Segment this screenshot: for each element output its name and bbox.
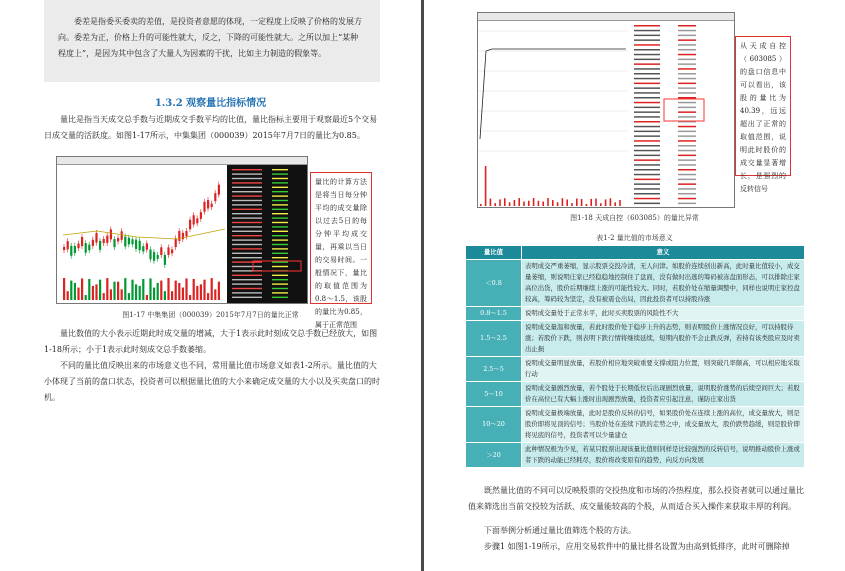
quote-row-mark [272,213,288,214]
volume-bar [566,199,568,206]
volume-bar [117,282,119,300]
quote-row-mark [232,231,262,232]
order-row-mark [634,97,660,99]
quote-row-mark [232,261,262,262]
volume-bar [131,280,133,300]
quote-row-mark [272,283,288,284]
candle-body [157,255,159,259]
quote-row-mark [272,257,288,258]
volume-bar [552,200,554,206]
candle-body [203,202,205,212]
volume-bar [600,203,602,206]
quote-row-mark [272,275,288,276]
table-header-row [466,246,805,260]
volume-bar [504,198,506,206]
candle-body [178,231,180,241]
order-row-mark [678,111,696,113]
quote-row-mark [272,178,288,179]
quote-panel [227,165,308,304]
candle-body [63,247,65,250]
candle-body [149,250,151,260]
quote-row-mark [232,248,262,249]
volume-bar [518,198,520,206]
volume-bar [211,278,213,300]
candle-body [128,238,130,245]
order-row-mark [634,140,660,142]
quote-row-mark [272,204,288,205]
candlestick-chart [57,165,308,304]
order-row-mark [678,198,696,200]
candle-body [207,200,209,208]
order-row-mark [678,145,696,147]
table-row [466,321,805,357]
order-row-mark [634,73,660,75]
volume-bar [480,204,482,206]
table-cell-range: 5～10 [466,382,522,407]
order-row-mark [634,131,660,133]
candle-body [74,246,76,253]
candle-body [88,245,90,251]
candlestick-chart-screenshot [56,156,308,304]
order-row-mark [678,87,696,89]
volume-bar [67,291,69,300]
paragraph-2: 量比数值的大小表示近期此时成交量的增减，大于1表示此时刻成交总手数已经放大，如图1-18所示；小于1表示此时刻成交总手数萎缩。 [44,329,378,354]
paragraph-3: 不同的量比值反映出来的市场意义也不同，常用量比值市场意义如表1-2所示。量比值的大小体现了当前的盘口状态，投资者可以根据量比值的大小来确定成交量的大小以及买卖盘口的时机。 [44,361,380,402]
candle-body [103,239,105,243]
volume-bar [533,198,535,206]
table-cell-range: 2.5～5 [466,357,522,382]
order-row-mark [634,44,660,46]
volume-bar [164,291,166,300]
table-header-range: 量比值 [466,246,522,260]
quote-row-mark [232,178,262,179]
order-row-mark [678,193,696,195]
candle-body [146,243,148,249]
table-cell-range: ＞20 [466,443,522,468]
volume-bar [490,199,492,206]
quote-row-mark [232,275,262,276]
order-row-mark [678,150,696,152]
volume-bar [99,280,101,300]
quote-row-mark [232,257,262,258]
quote-row-mark [232,235,262,236]
volume-bar [207,293,209,300]
table-header-meaning: 意义 [522,246,805,260]
volume-bar [218,282,220,300]
quote-row-mark [232,204,262,205]
volume-bar [74,283,76,300]
candle-body [185,231,187,236]
order-row-mark [678,188,696,190]
candle-body [218,185,220,195]
order-row-mark [634,198,660,200]
candle-body [139,241,141,250]
quote-row-mark [272,244,288,245]
table-row [466,382,805,407]
candle-body [99,241,101,250]
candle-body [81,237,83,246]
quote-row-mark [272,297,288,298]
volume-bar [189,295,191,300]
quote-row-mark [232,169,262,170]
quote-row-mark [232,297,262,298]
table-row [466,357,805,382]
volume-bar [595,199,597,206]
volume-bar [499,199,501,206]
volume-bar [95,284,97,300]
intraday-chart-screenshot [477,12,735,208]
volume-bar [139,286,141,300]
table-row [466,307,805,321]
candle-body [171,249,173,253]
volume-ratio-table [465,245,805,468]
order-row-mark [678,155,696,157]
quote-row-mark [232,191,262,192]
order-row-mark [678,183,696,185]
right-page [424,0,845,571]
quote-row-mark [232,292,262,293]
figure-caption-1-18: 图1-18 天成自控（603085）的量比异常 [570,214,699,222]
candle-body [196,218,198,223]
order-row-mark [634,174,660,176]
order-row-mark [678,25,696,27]
candle-body [214,193,216,201]
volume-bar [110,289,112,300]
table-cell-range: ＜0.8 [466,260,522,307]
volume-bar [70,281,72,300]
volume-bar [514,200,516,206]
order-row-mark [634,111,660,113]
volume-bar [128,293,130,300]
paragraph-4: 既然量比值的不同可以反映股票的交投热度和市场的冷热程度，那么投资者就可以通过量比值来筛选出当前交投较为活跃、成交量能较高的个股，从而适合买入操作来获取丰厚的利润。 [468,486,804,511]
quote-row-mark [272,226,288,227]
volume-bar [149,278,151,300]
volume-bar [485,166,487,206]
volume-bar [214,289,216,300]
quote-row-mark [232,200,262,201]
quote-row-mark [272,253,288,254]
candle-body [121,231,123,239]
order-row-mark [678,39,696,41]
volume-bar [571,203,573,206]
order-row-mark [678,174,696,176]
table-cell-meaning: 说明成交量温和放量，若此时股价处于稳步上升的态势，则表明股价上涨情况良好，可以持股待涨；若股价下跌，则表明下跌行情将继续延续，短期内股价不会止跌反弹，若持有该类股应及时卖出止损 [522,321,805,357]
order-row-mark [634,188,660,190]
quote-row-mark [272,173,288,174]
volume-bar [528,201,530,206]
quote-row-mark [232,239,262,240]
volume-bar [142,279,144,300]
volume-bar [113,282,115,300]
volume-bar [581,199,583,206]
order-row-mark [634,102,660,104]
volume-bar [160,281,162,300]
volume-bar [185,278,187,300]
order-row-mark [634,183,660,185]
candle-body [70,246,72,256]
volume-bar [590,199,592,206]
order-row-mark [678,131,696,133]
chart-annotation-2: 从天成自控（603085）的盘口信息中可以看出，该股的量比为40.39，远远超出了正常的取值范围，说明此时股价的成交量显著增长，是强烈的反转信号 [735,36,791,176]
paragraph-5: 下面举例分析通过量比值筛选个股的方法。 [484,526,636,535]
order-row-mark [678,30,696,32]
quote-row-mark [272,261,288,262]
quote-row-mark [232,195,262,196]
order-row-mark [634,54,660,56]
volume-bar [103,293,105,300]
volume-bar [547,198,549,206]
volume-bar [562,198,564,206]
quote-row-mark [232,279,262,280]
volume-bar [538,201,540,206]
order-row-mark [678,102,696,104]
volume-bar [614,202,616,206]
volume-bar [610,198,612,206]
quote-row-mark [232,173,262,174]
candle-body [142,246,144,251]
quote-row-mark [232,217,262,218]
order-row-mark [634,121,660,123]
order-row-mark [634,203,660,205]
volume-bar [88,279,90,300]
candle-body [153,252,155,261]
order-row-mark [678,179,696,181]
order-row-mark [678,107,696,109]
volume-bar [157,283,159,300]
quote-row-mark [232,244,262,245]
volume-bar [124,278,126,300]
order-row-mark [634,155,660,157]
quote-row-mark [232,222,262,223]
quote-row-mark [272,266,288,267]
order-row-mark [634,150,660,152]
volume-bar [557,202,559,206]
intro-box [44,0,380,82]
order-row-mark [678,59,696,61]
order-row-mark [634,39,660,41]
order-row-mark [678,35,696,37]
order-row-mark [634,107,660,109]
table-cell-range: 0.8～1.5 [466,307,522,321]
volume-bar [121,289,123,300]
order-row-mark [678,63,696,65]
quote-row-mark [272,279,288,280]
order-row-mark [678,83,696,85]
volume-bar [135,284,137,300]
order-row-mark [634,78,660,80]
volume-bar [85,295,87,300]
order-row-mark [678,44,696,46]
candle-body [85,243,87,253]
candle-body [200,212,202,219]
quote-row-mark [232,253,262,254]
order-row-mark [678,97,696,99]
quote-row-mark [272,222,288,223]
order-row-mark [678,159,696,161]
volume-bar [196,286,198,300]
table-row [466,260,805,307]
candle-body [135,240,137,249]
paragraph-1: 量比是指当天成交总手数与近期成交手数平均的比值，量比指标主要用于观察最近5个交易日成交量的活跃度。如图1-17所示，中集集团（000039）2015年7月7日的量比为0.85。 [44,115,378,140]
volume-bar [576,199,578,206]
left-page [0,0,421,571]
order-row-mark [634,87,660,89]
order-row-mark [634,179,660,181]
order-row-mark [634,68,660,70]
candle-body [167,247,169,255]
candle-body [189,220,191,229]
order-row-mark [678,140,696,142]
order-row-mark [634,135,660,137]
table-cell-meaning: 说明成交量剧烈放量，若个股处于长期低位后出现剧烈放量，说明股价涨势的后续空间巨大；若股价在高位已有大幅上涨时出现剧烈放量，投资者应引起注意，谨防庄家出货 [522,382,805,407]
quote-row-mark [232,283,262,284]
order-row-mark [678,169,696,171]
volume-bar [619,200,621,206]
candle-body [164,255,166,265]
candle-body [211,204,213,207]
volume-bar [542,201,544,206]
candle-body [160,247,162,255]
figure-caption-1-17: 图1-17 中集集团（000039）2015年7月7日的量比正常 [122,311,299,319]
table-cell-range: 10～20 [466,407,522,443]
order-row-mark [678,73,696,75]
volume-bar [193,279,195,300]
candle-body [113,239,115,247]
volume-bar [182,288,184,300]
quote-row-mark [272,187,288,188]
volume-bar [106,278,108,300]
quote-row-mark [232,182,262,183]
order-row-mark [634,193,660,195]
order-row-mark [678,203,696,205]
order-row-mark [634,35,660,37]
intro-text: 委差是指委买委卖的差值，是投资者意愿的体现，一定程度上反映了价格的发展方向。委差为正，价格上升的可能性就大，反之，下降的可能性就大。之所以加上“某种程度上”，是因为其中包含了大量人为因素的干扰，比如主力制造的假象等。 [58,17,362,58]
candle-body [193,215,195,224]
volume-bar [167,278,169,300]
order-row-mark [634,116,660,118]
order-row-mark [678,68,696,70]
quote-row-mark [272,195,288,196]
candle-body [131,239,133,244]
quote-row-mark [272,169,288,170]
candle-body [67,241,69,249]
order-row-mark [678,135,696,137]
quote-row-mark [272,209,288,210]
volume-bar [171,291,173,300]
order-row-mark [678,54,696,56]
order-row-mark [678,116,696,118]
quote-row-mark [272,235,288,236]
table-cell-meaning: 此种情况极为少见，若某只股票出现该量比值则同样是比较强烈的反转信号，说明推动股价上涨或者下跌的动能已经耗尽，股价将改变原有的趋势，向反方向发展 [522,443,805,468]
quote-row-mark [272,292,288,293]
quote-row-mark [272,231,288,232]
table-cell-meaning: 说明成交量处于正常水平，此时买卖股票的风险性不大 [522,307,805,321]
intraday-chart [478,21,735,208]
order-row-mark [634,126,660,128]
volume-bar [203,280,205,300]
section-title: 1.3.2 观察量比指标情况 [154,98,267,109]
volume-bar [146,295,148,300]
volume-bar [63,278,65,300]
order-row-mark [678,49,696,51]
quote-row-mark [272,248,288,249]
quote-row-mark [232,213,262,214]
candle-body [95,233,97,243]
table-title: 表1-2 量比值的市场意义 [596,234,673,242]
volume-bar [200,284,202,300]
table-cell-meaning: 表明成交严重萎缩，显示股票交投冷清，无人问津。如股价连续创出新高，此时量比值较小，成交量萎缩，则说明庄家已经稳稳地控制住了盘面，没有做时出逃的筹码被冻盘面形态，可以排除庄家高位出货，股价后期继续上涨的可能性较大。同时，若股价处在缩量调整中，同样也说明庄家控盘较高，筹码较为坚定，没有被震仓出局，因此投资者可以持股待涨 [522,260,805,307]
table-row [466,407,805,443]
order-row-mark [678,126,696,128]
volume-bar [523,202,525,206]
candle-body [117,238,119,241]
order-row-mark [634,49,660,51]
quote-row-mark [272,288,288,289]
candle-body [110,229,112,239]
quote-row-mark [232,288,262,289]
candle-body [106,236,108,243]
volume-bar [586,204,588,206]
paragraph-6: 步骤1 如图1-19所示，应用交易软件中的量比排名设置为由高到低排序，此时可删除掉 [484,542,790,551]
quote-row-mark [272,191,288,192]
volume-bar [77,288,79,300]
order-row-mark [634,145,660,147]
quote-row-mark [272,217,288,218]
order-row-mark [634,83,660,85]
order-row-mark [634,59,660,61]
order-row-mark [678,92,696,94]
table-cell-meaning: 说明成交量明显放量，若股价相应地突破重要支撑或阻力位置，则突破几率颇高，可以相应地采取行动 [522,357,805,382]
volume-bar [178,283,180,300]
quote-row-mark [272,200,288,201]
volume-bar [81,278,83,300]
volume-bar [175,281,177,300]
order-row-mark [634,25,660,27]
quote-row-mark [232,226,262,227]
quote-row-mark [232,266,262,267]
table-cell-meaning: 说明成交量极端放量，此时是股价反转的信号，如果股价处在连续上涨的高位，成交量放大，则是股价即将见顶的信号；当股价处在连续下跌的走势之中，成交量放大，股价跌势趋缓，则是股价即将见底的信号，投资者可以少量建仓 [522,407,805,443]
volume-bar [153,288,155,300]
volume-bar [494,203,496,206]
volume-bar [605,199,607,206]
order-row-mark [634,159,660,161]
volume-bar [92,286,94,300]
candle-body [92,240,94,246]
candle-body [77,244,79,249]
order-row-mark [634,30,660,32]
quote-row-mark [232,187,262,188]
volume-bar [509,202,511,206]
quote-row-mark [272,182,288,183]
order-row-mark [678,78,696,80]
candle-body [175,238,177,247]
table-cell-range: 1.5～2.5 [466,321,522,357]
order-row-mark [678,164,696,166]
order-row-mark [634,63,660,65]
order-row-mark [634,169,660,171]
order-row-mark [634,164,660,166]
chart-annotation-1: 量比的计算方法是将当日每分钟平均的成交量除以过去5日的每分钟平均成交量，再乘以当日的交易时间。一般情况下，量比的取值范围为0.8～1.5，该股的量比为0.85，属于正常范围 [310,172,372,304]
candle-body [124,237,126,247]
quote-row-mark [272,239,288,240]
order-row-mark [634,92,660,94]
quote-row-mark [232,209,262,210]
table-row [466,443,805,468]
